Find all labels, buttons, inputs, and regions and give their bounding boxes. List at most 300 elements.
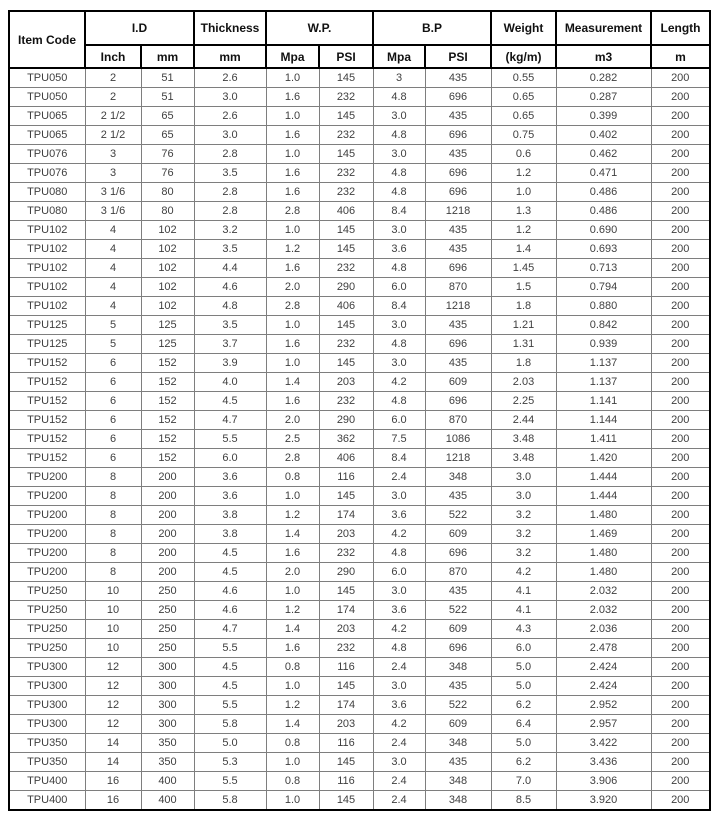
cell-bp-mpa: 7.5 (373, 430, 425, 449)
cell-id-mm: 76 (141, 164, 194, 183)
header-bp-group: B.P (373, 11, 491, 45)
cell-length-m: 200 (651, 202, 710, 221)
cell-bp-mpa: 3.6 (373, 601, 425, 620)
cell-measurement-m3: 3.906 (556, 772, 651, 791)
cell-item-code: TPU102 (9, 240, 85, 259)
cell-item-code: TPU065 (9, 107, 85, 126)
cell-wp-mpa: 1.4 (266, 525, 319, 544)
table-row (9, 392, 710, 411)
cell-thickness-mm: 4.7 (194, 620, 266, 639)
cell-id-mm: 152 (141, 373, 194, 392)
cell-weight-kg-m: 1.5 (491, 278, 556, 297)
cell-id-inch: 4 (85, 221, 141, 240)
cell-id-inch: 4 (85, 240, 141, 259)
cell-length-m: 200 (651, 240, 710, 259)
cell-measurement-m3: 1.469 (556, 525, 651, 544)
table-row (9, 468, 710, 487)
cell-bp-psi: 609 (425, 715, 491, 734)
cell-weight-kg-m: 3.48 (491, 449, 556, 468)
cell-bp-psi: 696 (425, 335, 491, 354)
cell-weight-kg-m: 3.0 (491, 468, 556, 487)
cell-weight-kg-m: 1.4 (491, 240, 556, 259)
cell-id-mm: 300 (141, 696, 194, 715)
table-row (9, 430, 710, 449)
cell-bp-psi: 435 (425, 221, 491, 240)
cell-wp-mpa: 1.0 (266, 107, 319, 126)
cell-thickness-mm: 3.8 (194, 506, 266, 525)
cell-wp-psi: 203 (319, 715, 373, 734)
cell-wp-mpa: 2.8 (266, 202, 319, 221)
cell-wp-mpa: 1.6 (266, 126, 319, 145)
cell-length-m: 200 (651, 183, 710, 202)
cell-id-inch: 5 (85, 316, 141, 335)
cell-measurement-m3: 0.287 (556, 88, 651, 107)
cell-wp-psi: 145 (319, 582, 373, 601)
cell-wp-mpa: 0.8 (266, 772, 319, 791)
cell-length-m: 200 (651, 411, 710, 430)
cell-bp-mpa: 4.8 (373, 126, 425, 145)
spec-table (8, 10, 711, 811)
cell-bp-mpa: 2.4 (373, 468, 425, 487)
cell-wp-psi: 145 (319, 487, 373, 506)
cell-wp-psi: 232 (319, 88, 373, 107)
cell-length-m: 200 (651, 316, 710, 335)
cell-measurement-m3: 1.480 (556, 506, 651, 525)
cell-wp-psi: 145 (319, 240, 373, 259)
cell-id-mm: 152 (141, 411, 194, 430)
cell-item-code: TPU080 (9, 202, 85, 221)
cell-item-code: TPU152 (9, 373, 85, 392)
cell-thickness-mm: 5.5 (194, 772, 266, 791)
cell-thickness-mm: 3.6 (194, 468, 266, 487)
cell-wp-psi: 406 (319, 202, 373, 221)
cell-id-mm: 200 (141, 563, 194, 582)
cell-wp-psi: 145 (319, 68, 373, 88)
table-row (9, 620, 710, 639)
cell-measurement-m3: 1.141 (556, 392, 651, 411)
cell-bp-mpa: 8.4 (373, 297, 425, 316)
cell-bp-psi: 435 (425, 487, 491, 506)
cell-bp-mpa: 3 (373, 68, 425, 88)
cell-id-mm: 125 (141, 335, 194, 354)
cell-wp-mpa: 1.6 (266, 88, 319, 107)
cell-length-m: 200 (651, 145, 710, 164)
cell-wp-psi: 145 (319, 753, 373, 772)
cell-wp-psi: 174 (319, 696, 373, 715)
cell-thickness-mm: 4.5 (194, 658, 266, 677)
cell-wp-psi: 145 (319, 107, 373, 126)
cell-item-code: TPU102 (9, 259, 85, 278)
cell-item-code: TPU050 (9, 68, 85, 88)
cell-id-inch: 8 (85, 563, 141, 582)
cell-thickness-mm: 4.4 (194, 259, 266, 278)
cell-item-code: TPU200 (9, 525, 85, 544)
cell-id-mm: 102 (141, 297, 194, 316)
cell-length-m: 200 (651, 68, 710, 88)
cell-id-inch: 2 1/2 (85, 126, 141, 145)
cell-wp-mpa: 1.6 (266, 259, 319, 278)
cell-measurement-m3: 0.282 (556, 68, 651, 88)
cell-length-m: 200 (651, 468, 710, 487)
cell-wp-mpa: 2.8 (266, 297, 319, 316)
cell-thickness-mm: 5.3 (194, 753, 266, 772)
table-row (9, 145, 710, 164)
cell-measurement-m3: 2.032 (556, 582, 651, 601)
cell-item-code: TPU125 (9, 316, 85, 335)
cell-wp-psi: 145 (319, 221, 373, 240)
header-thickness-group: Thickness (194, 11, 266, 45)
cell-weight-kg-m: 8.5 (491, 791, 556, 811)
cell-measurement-m3: 0.486 (556, 202, 651, 221)
cell-measurement-m3: 3.920 (556, 791, 651, 811)
table-row (9, 202, 710, 221)
cell-wp-mpa: 0.8 (266, 658, 319, 677)
table-row (9, 791, 710, 811)
cell-bp-mpa: 3.0 (373, 107, 425, 126)
cell-wp-mpa: 1.0 (266, 354, 319, 373)
cell-wp-mpa: 1.4 (266, 620, 319, 639)
cell-id-inch: 6 (85, 411, 141, 430)
cell-id-inch: 4 (85, 297, 141, 316)
cell-id-mm: 80 (141, 183, 194, 202)
cell-bp-psi: 1218 (425, 202, 491, 221)
cell-bp-mpa: 4.2 (373, 715, 425, 734)
cell-weight-kg-m: 1.0 (491, 183, 556, 202)
header-length-unit: m (651, 45, 710, 68)
cell-weight-kg-m: 3.0 (491, 487, 556, 506)
cell-bp-psi: 435 (425, 145, 491, 164)
cell-bp-mpa: 3.0 (373, 753, 425, 772)
cell-bp-psi: 435 (425, 354, 491, 373)
cell-wp-psi: 203 (319, 620, 373, 639)
cell-item-code: TPU250 (9, 582, 85, 601)
cell-id-inch: 14 (85, 734, 141, 753)
cell-wp-mpa: 1.6 (266, 183, 319, 202)
cell-id-inch: 12 (85, 696, 141, 715)
cell-wp-psi: 203 (319, 373, 373, 392)
cell-wp-psi: 362 (319, 430, 373, 449)
cell-wp-psi: 174 (319, 601, 373, 620)
cell-measurement-m3: 1.137 (556, 373, 651, 392)
cell-id-inch: 8 (85, 468, 141, 487)
cell-id-inch: 3 (85, 145, 141, 164)
cell-bp-psi: 1218 (425, 449, 491, 468)
cell-wp-mpa: 2.0 (266, 563, 319, 582)
cell-weight-kg-m: 5.0 (491, 677, 556, 696)
cell-weight-kg-m: 1.45 (491, 259, 556, 278)
cell-wp-psi: 145 (319, 145, 373, 164)
cell-weight-kg-m: 1.3 (491, 202, 556, 221)
table-row (9, 658, 710, 677)
cell-bp-mpa: 3.6 (373, 696, 425, 715)
cell-weight-kg-m: 0.75 (491, 126, 556, 145)
cell-thickness-mm: 3.2 (194, 221, 266, 240)
cell-weight-kg-m: 6.2 (491, 753, 556, 772)
cell-measurement-m3: 1.144 (556, 411, 651, 430)
cell-measurement-m3: 1.411 (556, 430, 651, 449)
cell-item-code: TPU300 (9, 715, 85, 734)
cell-length-m: 200 (651, 373, 710, 392)
cell-wp-mpa: 1.0 (266, 753, 319, 772)
cell-item-code: TPU102 (9, 297, 85, 316)
cell-thickness-mm: 4.6 (194, 601, 266, 620)
cell-id-mm: 200 (141, 506, 194, 525)
cell-weight-kg-m: 0.6 (491, 145, 556, 164)
cell-thickness-mm: 4.5 (194, 392, 266, 411)
cell-length-m: 200 (651, 715, 710, 734)
cell-length-m: 200 (651, 487, 710, 506)
cell-item-code: TPU400 (9, 791, 85, 811)
header-thickness-mm: mm (194, 45, 266, 68)
cell-bp-mpa: 3.0 (373, 487, 425, 506)
cell-measurement-m3: 1.480 (556, 544, 651, 563)
cell-bp-mpa: 2.4 (373, 772, 425, 791)
cell-wp-mpa: 0.8 (266, 734, 319, 753)
cell-wp-psi: 290 (319, 563, 373, 582)
table-row (9, 259, 710, 278)
cell-item-code: TPU102 (9, 221, 85, 240)
cell-wp-psi: 145 (319, 791, 373, 811)
cell-id-inch: 8 (85, 487, 141, 506)
cell-length-m: 200 (651, 259, 710, 278)
header-wp-mpa: Mpa (266, 45, 319, 68)
cell-wp-psi: 232 (319, 335, 373, 354)
cell-length-m: 200 (651, 506, 710, 525)
cell-id-mm: 125 (141, 316, 194, 335)
cell-bp-psi: 348 (425, 468, 491, 487)
cell-measurement-m3: 1.137 (556, 354, 651, 373)
cell-measurement-m3: 2.032 (556, 601, 651, 620)
cell-item-code: TPU200 (9, 544, 85, 563)
cell-bp-psi: 1218 (425, 297, 491, 316)
header-id-mm: mm (141, 45, 194, 68)
cell-item-code: TPU250 (9, 601, 85, 620)
cell-thickness-mm: 5.5 (194, 430, 266, 449)
cell-id-mm: 350 (141, 753, 194, 772)
table-row (9, 563, 710, 582)
cell-length-m: 200 (651, 335, 710, 354)
cell-thickness-mm: 3.6 (194, 487, 266, 506)
cell-item-code: TPU200 (9, 487, 85, 506)
cell-id-mm: 400 (141, 772, 194, 791)
cell-wp-psi: 232 (319, 164, 373, 183)
table-row (9, 411, 710, 430)
cell-item-code: TPU080 (9, 183, 85, 202)
cell-weight-kg-m: 3.2 (491, 544, 556, 563)
cell-id-inch: 3 (85, 164, 141, 183)
cell-measurement-m3: 2.424 (556, 658, 651, 677)
cell-id-inch: 14 (85, 753, 141, 772)
cell-wp-mpa: 2.0 (266, 411, 319, 430)
cell-wp-mpa: 1.4 (266, 715, 319, 734)
cell-wp-mpa: 1.2 (266, 601, 319, 620)
cell-bp-psi: 696 (425, 392, 491, 411)
cell-length-m: 200 (651, 601, 710, 620)
cell-weight-kg-m: 4.3 (491, 620, 556, 639)
cell-length-m: 200 (651, 582, 710, 601)
cell-thickness-mm: 5.5 (194, 639, 266, 658)
cell-item-code: TPU200 (9, 468, 85, 487)
cell-id-mm: 102 (141, 259, 194, 278)
cell-id-inch: 8 (85, 544, 141, 563)
cell-bp-psi: 696 (425, 183, 491, 202)
header-id-group: I.D (85, 11, 194, 45)
cell-wp-mpa: 1.0 (266, 221, 319, 240)
cell-id-mm: 250 (141, 620, 194, 639)
cell-bp-mpa: 4.8 (373, 183, 425, 202)
cell-thickness-mm: 2.6 (194, 68, 266, 88)
cell-weight-kg-m: 1.8 (491, 297, 556, 316)
header-unit-row (9, 45, 710, 68)
cell-wp-mpa: 1.0 (266, 582, 319, 601)
cell-bp-mpa: 4.8 (373, 544, 425, 563)
cell-wp-psi: 232 (319, 183, 373, 202)
table-row (9, 506, 710, 525)
table-row (9, 68, 710, 88)
cell-id-mm: 80 (141, 202, 194, 221)
cell-bp-psi: 435 (425, 240, 491, 259)
header-bp-mpa: Mpa (373, 45, 425, 68)
cell-id-inch: 16 (85, 791, 141, 811)
cell-weight-kg-m: 7.0 (491, 772, 556, 791)
cell-bp-mpa: 3.0 (373, 221, 425, 240)
cell-bp-psi: 348 (425, 791, 491, 811)
cell-id-mm: 200 (141, 487, 194, 506)
cell-weight-kg-m: 1.21 (491, 316, 556, 335)
cell-length-m: 200 (651, 791, 710, 811)
cell-bp-psi: 348 (425, 772, 491, 791)
cell-thickness-mm: 4.7 (194, 411, 266, 430)
cell-length-m: 200 (651, 677, 710, 696)
cell-id-inch: 12 (85, 677, 141, 696)
cell-wp-psi: 290 (319, 278, 373, 297)
cell-length-m: 200 (651, 544, 710, 563)
cell-length-m: 200 (651, 639, 710, 658)
cell-thickness-mm: 2.6 (194, 107, 266, 126)
cell-thickness-mm: 4.8 (194, 297, 266, 316)
cell-length-m: 200 (651, 126, 710, 145)
cell-id-mm: 300 (141, 677, 194, 696)
cell-length-m: 200 (651, 772, 710, 791)
header-wp-group: W.P. (266, 11, 373, 45)
cell-id-inch: 8 (85, 525, 141, 544)
cell-measurement-m3: 3.422 (556, 734, 651, 753)
cell-item-code: TPU050 (9, 88, 85, 107)
header-bp-psi: PSI (425, 45, 491, 68)
cell-wp-mpa: 1.2 (266, 240, 319, 259)
cell-weight-kg-m: 0.55 (491, 68, 556, 88)
cell-id-inch: 10 (85, 601, 141, 620)
cell-id-inch: 2 (85, 68, 141, 88)
cell-bp-mpa: 4.8 (373, 639, 425, 658)
table-row (9, 696, 710, 715)
cell-bp-mpa: 4.8 (373, 259, 425, 278)
cell-id-mm: 76 (141, 145, 194, 164)
cell-id-mm: 200 (141, 468, 194, 487)
cell-item-code: TPU152 (9, 449, 85, 468)
cell-id-inch: 6 (85, 354, 141, 373)
cell-bp-mpa: 4.8 (373, 392, 425, 411)
cell-weight-kg-m: 2.03 (491, 373, 556, 392)
cell-wp-psi: 406 (319, 297, 373, 316)
cell-bp-psi: 522 (425, 506, 491, 525)
header-measurement-group: Measurement (556, 11, 651, 45)
cell-bp-psi: 696 (425, 126, 491, 145)
table-row (9, 240, 710, 259)
cell-id-inch: 6 (85, 373, 141, 392)
cell-wp-psi: 406 (319, 449, 373, 468)
cell-length-m: 200 (651, 563, 710, 582)
cell-bp-psi: 696 (425, 639, 491, 658)
cell-item-code: TPU102 (9, 278, 85, 297)
cell-wp-mpa: 1.0 (266, 68, 319, 88)
cell-measurement-m3: 0.693 (556, 240, 651, 259)
cell-weight-kg-m: 2.25 (491, 392, 556, 411)
header-weight-unit: (kg/m) (491, 45, 556, 68)
cell-id-inch: 10 (85, 620, 141, 639)
cell-wp-mpa: 1.6 (266, 392, 319, 411)
cell-thickness-mm: 3.8 (194, 525, 266, 544)
cell-wp-mpa: 1.0 (266, 145, 319, 164)
table-row (9, 278, 710, 297)
cell-id-mm: 65 (141, 126, 194, 145)
table-row (9, 183, 710, 202)
cell-bp-mpa: 4.2 (373, 373, 425, 392)
cell-weight-kg-m: 1.2 (491, 221, 556, 240)
cell-id-mm: 300 (141, 658, 194, 677)
cell-id-inch: 4 (85, 259, 141, 278)
cell-wp-psi: 145 (319, 354, 373, 373)
cell-weight-kg-m: 3.48 (491, 430, 556, 449)
cell-item-code: TPU300 (9, 677, 85, 696)
cell-bp-psi: 870 (425, 278, 491, 297)
cell-item-code: TPU300 (9, 658, 85, 677)
cell-wp-mpa: 1.6 (266, 544, 319, 563)
cell-length-m: 200 (651, 88, 710, 107)
cell-length-m: 200 (651, 734, 710, 753)
cell-wp-mpa: 1.6 (266, 164, 319, 183)
cell-id-mm: 250 (141, 639, 194, 658)
cell-bp-psi: 696 (425, 88, 491, 107)
cell-id-mm: 200 (141, 544, 194, 563)
cell-measurement-m3: 1.444 (556, 487, 651, 506)
cell-measurement-m3: 0.486 (556, 183, 651, 202)
table-header (9, 11, 710, 68)
cell-item-code: TPU152 (9, 430, 85, 449)
cell-bp-mpa: 4.8 (373, 164, 425, 183)
cell-wp-mpa: 1.4 (266, 373, 319, 392)
table-row (9, 753, 710, 772)
cell-thickness-mm: 5.0 (194, 734, 266, 753)
header-weight-group: Weight (491, 11, 556, 45)
cell-thickness-mm: 3.0 (194, 88, 266, 107)
cell-bp-mpa: 3.0 (373, 582, 425, 601)
cell-wp-mpa: 0.8 (266, 468, 319, 487)
cell-item-code: TPU152 (9, 411, 85, 430)
cell-length-m: 200 (651, 696, 710, 715)
cell-bp-mpa: 8.4 (373, 202, 425, 221)
cell-thickness-mm: 2.8 (194, 202, 266, 221)
table-row (9, 297, 710, 316)
cell-bp-mpa: 2.4 (373, 791, 425, 811)
cell-wp-mpa: 1.0 (266, 677, 319, 696)
cell-thickness-mm: 4.6 (194, 278, 266, 297)
cell-item-code: TPU125 (9, 335, 85, 354)
cell-wp-psi: 145 (319, 316, 373, 335)
table-row (9, 221, 710, 240)
cell-bp-mpa: 4.2 (373, 620, 425, 639)
table-row (9, 582, 710, 601)
